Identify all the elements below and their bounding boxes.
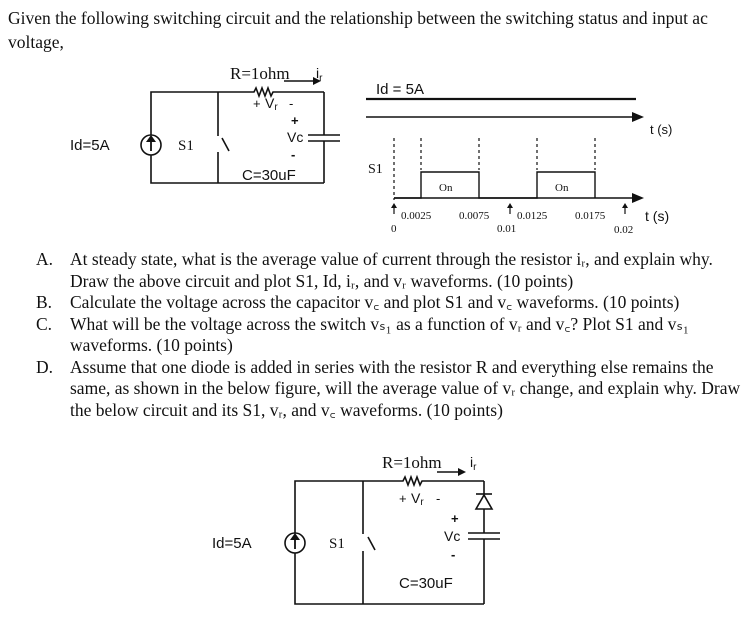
time-axis-upper-arrow (632, 112, 644, 122)
vr-plus-sign: + (253, 96, 261, 111)
question-d-letter: D. (36, 356, 54, 377)
vc-plus-sign: + (291, 113, 299, 128)
vr-label-2: Vr (411, 490, 424, 508)
tick-0.01: 0.01 (497, 223, 517, 235)
resistor-symbol-2 (363, 477, 484, 485)
circuit-1 (141, 88, 340, 183)
question-b-text: Calculate the voltage across the capacitor v꜀ and plot S1 and v꜀ waveforms. (10 points) (70, 292, 680, 312)
on-label-1: On (439, 182, 453, 194)
switch-label-2: S1 (329, 536, 345, 552)
tick-0: 0 (391, 223, 397, 235)
vr-plus-sign-2: + (399, 491, 407, 506)
vc-minus-sign-2: - (451, 547, 456, 562)
time-axis-lower-arrow (632, 193, 644, 203)
vc-minus-sign: - (291, 147, 296, 162)
resistor-label-2: R=1ohm (382, 453, 442, 472)
time-axis-label-lower: t (s) (645, 208, 670, 224)
question-c-text: What will be the voltage across the switch vₛ₁ as a function of vᵣ and v꜀? Plot S1 and vₛ₁ waveforms. (10 points) (70, 313, 690, 355)
current-label: $i_r$ (316, 65, 323, 84)
intro-text: Given the following switching circuit and the relationship between the switching status and input ac voltage, (8, 8, 708, 52)
vc-label-2: Vc (444, 528, 461, 544)
question-c (36, 314, 741, 357)
question-d (36, 357, 741, 422)
resistor-label: R=1ohm (230, 64, 290, 83)
s1-waveform-label: S1 (368, 162, 383, 177)
tick-0.0175: 0.0175 (575, 210, 606, 222)
on-label-2: On (555, 182, 569, 194)
waveform-plot (366, 81, 672, 236)
circuit-waveform-figure (0, 60, 750, 240)
question-b-letter: B. (36, 292, 53, 312)
tick-0.0025: 0.0025 (401, 210, 432, 222)
id-waveform-label: Id = 5A (376, 81, 424, 98)
question-d-text: Assume that one diode is added in series with the resistor R and everything else remains the same, as shown in the below figure, will the average value of vᵣ change, and explain why. Draw the below circuit and its S1, vᵣ, and v꜀ waveforms. (10 points) (70, 356, 741, 420)
question-list (36, 249, 741, 421)
switch-blade (222, 138, 229, 151)
vr-minus-sign-2: - (436, 491, 441, 506)
switch-blade-2 (368, 537, 375, 550)
time-axis-label-upper: t (s) (650, 122, 673, 137)
circuit-2-figure (200, 448, 530, 638)
source-label: Id=5A (70, 137, 110, 154)
tick-0.0125: 0.0125 (517, 210, 548, 222)
tick-0.0075: 0.0075 (459, 210, 490, 222)
vr-label: Vr (265, 95, 278, 113)
circuit-2 (285, 477, 500, 604)
question-c-letter: C. (36, 313, 53, 334)
switch-label: S1 (178, 138, 194, 154)
vr-minus-sign: - (289, 96, 294, 111)
question-b (36, 292, 741, 314)
vc-label: Vc (287, 129, 304, 145)
question-a (36, 249, 741, 292)
capacitor-label-2: C=30uF (399, 575, 453, 592)
vc-plus-sign-2: + (451, 511, 459, 526)
diode-triangle (476, 495, 492, 509)
capacitor-label: C=30uF (242, 167, 296, 184)
current-label-2: $i_r$ (470, 454, 477, 473)
question-a-text: At steady state, what is the average value of current through the resistor iᵣ, and explain why. Draw the above circuit and plot S1, Id, iᵣ, and vᵣ waveforms. (10 points) (70, 249, 713, 291)
tick-0.02: 0.02 (614, 224, 634, 236)
question-a-letter: A. (36, 249, 54, 269)
source-label-2: Id=5A (212, 535, 252, 552)
